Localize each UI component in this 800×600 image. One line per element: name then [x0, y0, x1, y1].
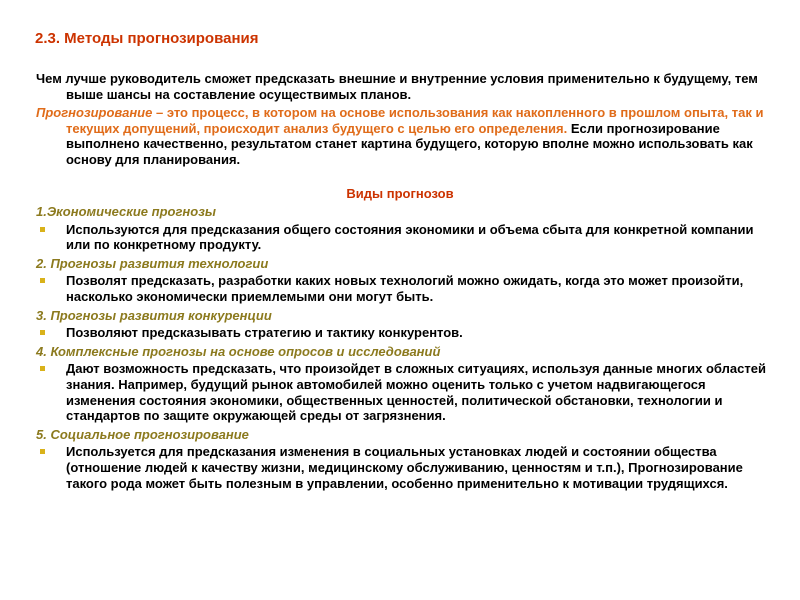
kind-bullet: [36, 444, 776, 491]
bullet-marker-icon: [40, 330, 45, 335]
kind-heading: 5. Социальное прогнозирование: [36, 426, 249, 442]
kind-text: Используется для предсказания изменения в социальных установках людей и состоянии общества (отношение людей к качеству жизни, медицинскому обслуживанию, ценностям и т.п.), Прогнозирование такого рода может быть полезным в управлении, особенно применительно к мотивации трудящихся.: [66, 444, 743, 491]
bullet-marker-icon: [40, 227, 45, 232]
kind-bullet: [36, 222, 776, 253]
kind-bullet: [36, 361, 776, 423]
definition-paragraph: [36, 105, 776, 167]
kind-heading: 4. Комплексные прогнозы на основе опросов и исследований: [36, 343, 441, 359]
kinds-list: [36, 204, 776, 491]
kind-text: Используются для предсказания общего состояния экономики и объема сбыта для конкретной компании или по конкретному продукту.: [66, 221, 754, 253]
intro-paragraph: Чем лучше руководитель сможет предсказать внешние и внутренние условия применительно к будущему, тем выше шансы на составление осуществимых планов.: [36, 71, 758, 102]
slide-title: 2.3. Методы прогнозирования: [35, 30, 259, 47]
bullet-marker-icon: [40, 366, 45, 371]
definition-text: – это процесс, в котором на основе использования как накопленного в прошлом опыта, так и текущих допущений, происходит анализ будущего с целью его определения.: [66, 105, 764, 136]
kind-heading: 3. Прогнозы развития конкуренции: [36, 307, 272, 323]
kind-heading: 2. Прогнозы развития технологии: [36, 255, 269, 271]
definition-term: Прогнозирование: [36, 105, 153, 120]
bullet-marker-icon: [40, 449, 45, 454]
kind-text: Позволят предсказать, разработки каких новых технологий можно ожидать, когда это может произойти, насколько экономически приемлемыми они могут быть.: [66, 273, 744, 304]
kind-bullet: [36, 325, 776, 341]
kind-bullet: [36, 273, 776, 304]
kind-text: Дают возможность предсказать, что произойдет в сложных ситуациях, используя данные многих областей знания. Например, будущий рынок автомобилей можно оценить только с учетом надвигающегося изменения состояния экономики, общественных ценностей, политической обстановки, технологии и стандартов по защите окружающей среды от загрязнения.: [66, 361, 766, 424]
definition-rest: Если прогнозирование выполнено качественно, результатом станет картина будущего, которую вполне можно использовать как основу для планирования.: [66, 120, 753, 167]
intro-block: [36, 71, 776, 167]
kind-heading: 1.Экономические прогнозы: [36, 204, 216, 219]
bullet-marker-icon: [40, 278, 45, 283]
kind-text: Позволяют предсказывать стратегию и тактику конкурентов.: [66, 325, 463, 341]
kinds-title: Виды прогнозов: [346, 186, 454, 201]
